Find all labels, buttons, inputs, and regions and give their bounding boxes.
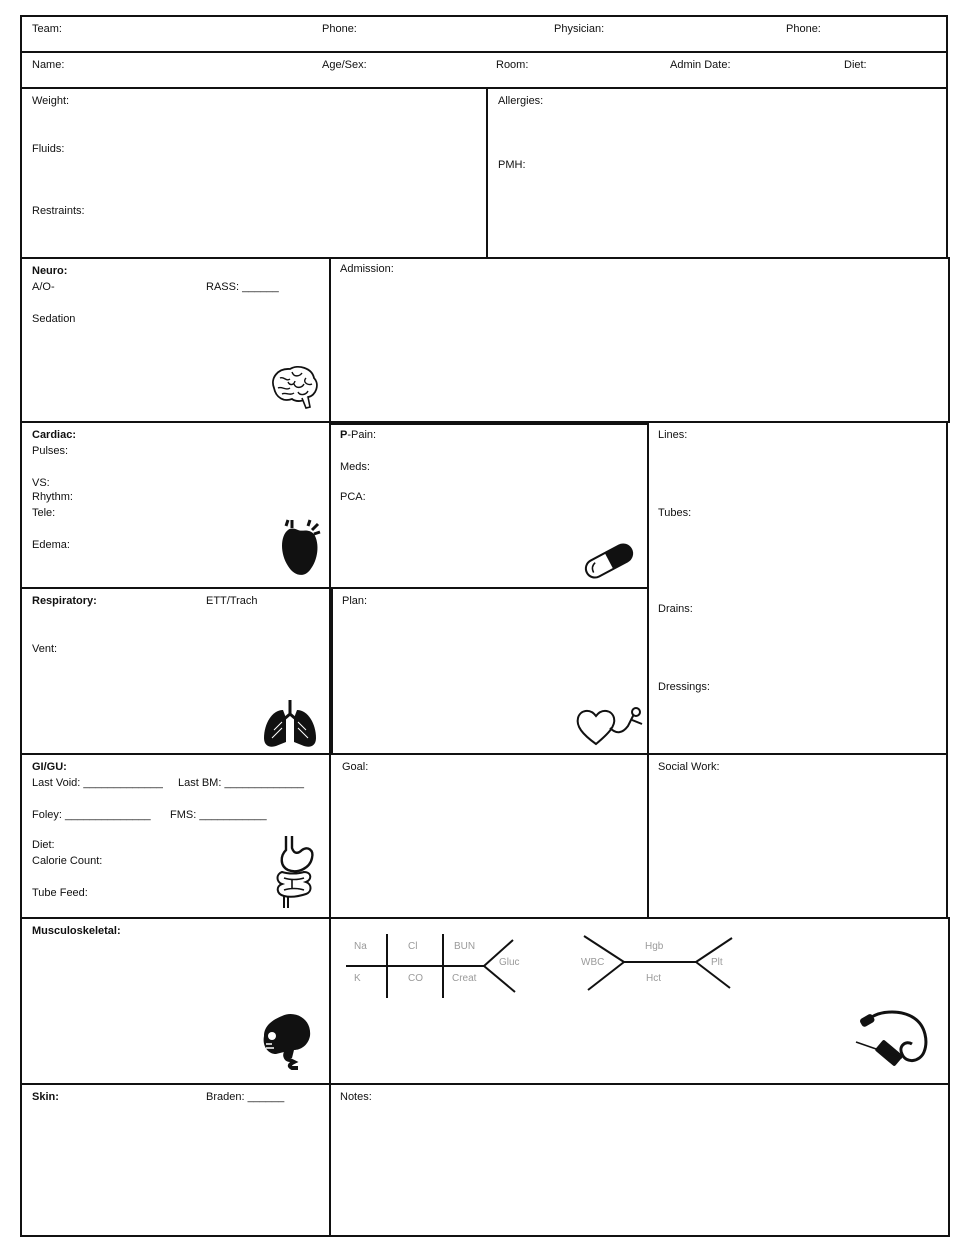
lab-co: CO: [408, 973, 423, 984]
ao-label: A/O-: [32, 281, 55, 293]
goal-label: Goal:: [342, 761, 369, 773]
lab-wbc: WBC: [581, 957, 605, 968]
room-label: Room:: [496, 59, 529, 71]
rhythm-label: Rhythm:: [32, 491, 73, 503]
cardiac-title: Cardiac:: [32, 429, 77, 441]
pulses-label: Pulses:: [32, 445, 69, 457]
tele-label: Tele:: [32, 507, 56, 519]
lab-gluc: Gluc: [499, 957, 520, 968]
last-void-label: Last Void: _____________: [32, 777, 163, 789]
admission-label: Admission:: [340, 263, 394, 275]
notes-label: Notes:: [340, 1091, 372, 1103]
neuro-title: Neuro:: [32, 265, 68, 277]
pca-label: PCA:: [340, 491, 366, 503]
lab-hgb: Hgb: [645, 941, 664, 952]
foley-label: Foley: ______________: [32, 809, 151, 821]
drains-label: Drains:: [658, 603, 693, 615]
skin-section: [20, 1083, 331, 1237]
social-work-label: Social Work:: [658, 761, 720, 773]
tube-feed-label: Tube Feed:: [32, 887, 88, 899]
pain-p-letter: P: [340, 429, 348, 441]
pain-text: -Pain:: [347, 429, 377, 441]
lab-hct: Hct: [646, 973, 661, 984]
tubes-label: Tubes:: [658, 507, 692, 519]
fms-label: FMS: ___________: [170, 809, 267, 821]
allergies-label: Allergies:: [498, 95, 544, 107]
lab-k: K: [354, 973, 361, 984]
vent-label: Vent:: [32, 643, 58, 655]
admin-date-label: Admin Date:: [670, 59, 731, 71]
vs-label: VS:: [32, 477, 50, 489]
physician-label: Physician:: [554, 23, 605, 35]
notes-section: [329, 1083, 950, 1237]
fluids-label: Fluids:: [32, 143, 65, 155]
physician-phone-label: Phone:: [786, 23, 821, 35]
calorie-count-label: Calorie Count:: [32, 855, 103, 867]
team-label: Team:: [32, 23, 62, 35]
gi-diet-label: Diet:: [32, 839, 55, 851]
plan-label: Plan:: [342, 595, 368, 607]
lab-plt: Plt: [711, 957, 723, 968]
age-sex-label: Age/Sex:: [322, 59, 367, 71]
iv-needle-icon: [854, 1008, 930, 1076]
respiratory-title: Respiratory:: [32, 595, 97, 607]
gi-gu-title: GI/GU:: [32, 761, 67, 773]
last-bm-label: Last BM: _____________: [178, 777, 304, 789]
edema-label: Edema:: [32, 539, 70, 551]
bmp-fishbone: [346, 934, 515, 998]
team-phone-label: Phone:: [322, 23, 357, 35]
rass-label: RASS: ______: [206, 281, 279, 293]
dressings-label: Dressings:: [658, 681, 710, 693]
ett-trach-label: ETT/Trach: [206, 595, 258, 607]
diet-header-label: Diet:: [844, 59, 867, 71]
lab-bun: BUN: [454, 941, 476, 952]
restraints-label: Restraints:: [32, 205, 85, 217]
lab-na: Na: [354, 941, 367, 952]
braden-label: Braden: ______: [206, 1091, 285, 1103]
lines-label: Lines:: [658, 429, 688, 441]
skin-title: Skin:: [32, 1091, 59, 1103]
lab-cl: Cl: [408, 941, 418, 952]
meds-label: Meds:: [340, 461, 370, 473]
weight-label: Weight:: [32, 95, 70, 107]
lab-creat: Creat: [452, 973, 477, 984]
musculoskeletal-title: Musculoskeletal:: [32, 925, 121, 937]
pmh-label: PMH:: [498, 159, 526, 171]
name-label: Name:: [32, 59, 65, 71]
sedation-label: Sedation: [32, 313, 76, 325]
